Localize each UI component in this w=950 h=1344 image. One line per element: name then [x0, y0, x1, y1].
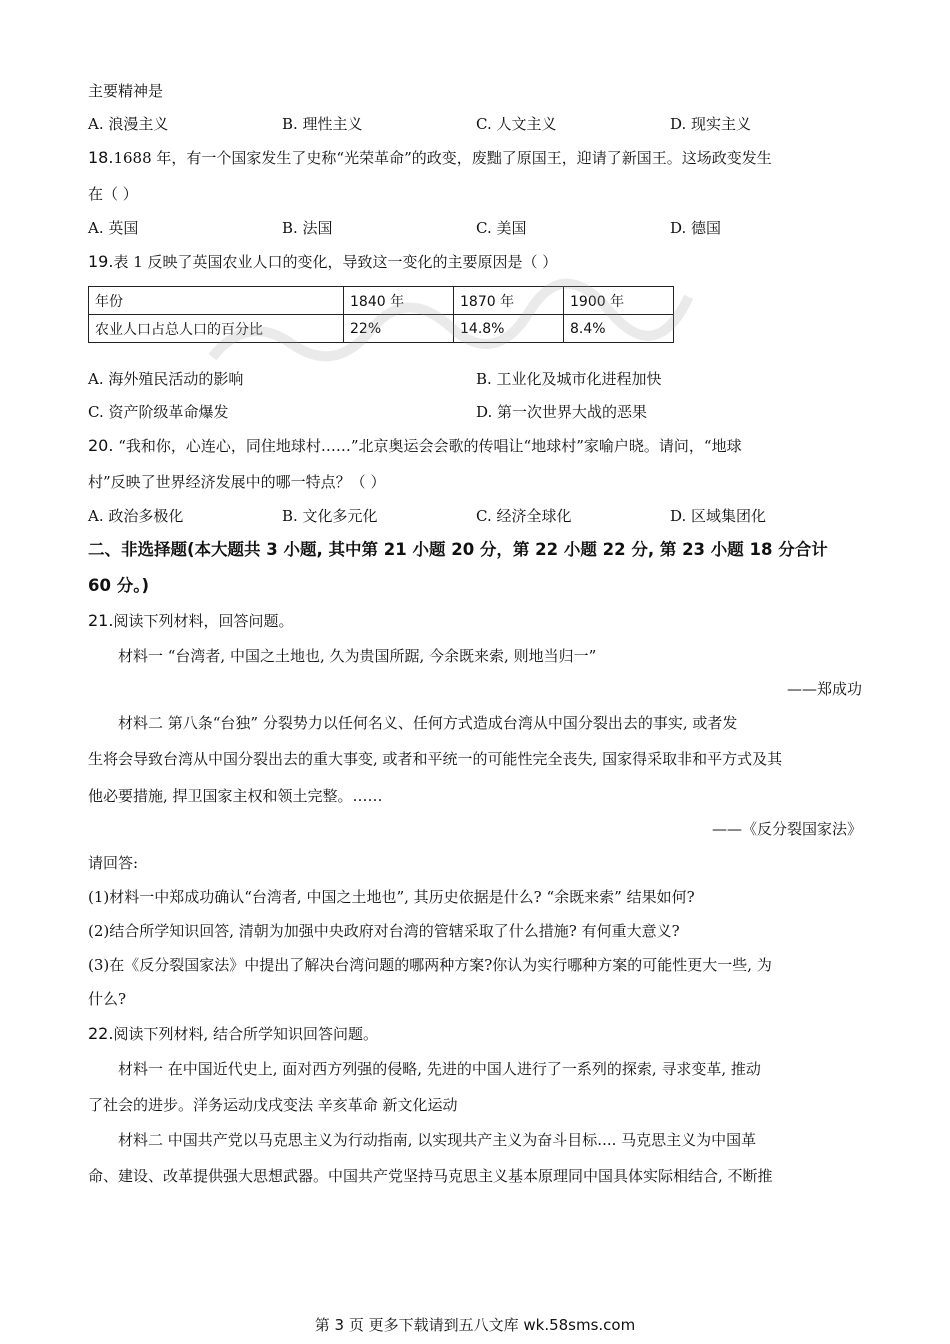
- q17-option-b: B. 理性主义: [282, 115, 363, 133]
- q19-option-a: A. 海外殖民活动的影响: [88, 370, 244, 388]
- q21-subquestion-3-line1: (3)在《反分裂国家法》中提出了解决台湾问题的哪两种方案?你认为实行哪种方案的可能性更大一些, 为: [88, 956, 772, 974]
- table-cell: 农业人口占总人口的百分比: [89, 315, 344, 343]
- section-heading-line1: 二、非选择题(本大题共 3 小题, 其中第 21 小题 20 分，第 22 小题 22 分, 第 23 小题 18 分合计: [88, 540, 828, 559]
- q20-stem: [88, 436, 742, 456]
- q17-option-d: D. 现实主义: [670, 115, 752, 133]
- q19-option-d: D. 第一次世界大战的恶果: [476, 403, 648, 421]
- q18-option-d: D. 德国: [670, 219, 722, 237]
- q21-number: 21.: [88, 611, 114, 630]
- q21-subquestion-1: (1)材料一中郑成功确认“台湾者, 中国之土地也”, 其历史依据是什么? “余既来索” 结果如何?: [88, 888, 695, 906]
- q19-option-c: C. 资产阶级革命爆发: [88, 403, 229, 421]
- page-footer: 第 3 页 更多下载请到五八文库 wk.58sms.com: [314, 1316, 636, 1334]
- q20-option-d: D. 区域集团化: [670, 507, 767, 525]
- q20-stem-line1: “我和你，心连心，同住地球村……”北京奥运会会歌的传唱让“地球村”家喻户晓。请问，“地球: [113, 437, 742, 455]
- q20-stem-line2: 村”反映了世界经济发展中的哪一特点？（ ）: [88, 473, 386, 491]
- q18-stem-line2: 在（ ）: [88, 185, 138, 203]
- q22-number: 22.: [88, 1024, 114, 1043]
- q21-stem-text: 阅读下列材料，回答问题。: [113, 612, 294, 630]
- q22-material1-line1: 材料一 在中国近代史上, 面对西方列强的侵略, 先进的中国人进行了一系列的探索, 寻求变革, 推动: [118, 1060, 761, 1078]
- table-row: [89, 315, 674, 343]
- q21-material2-line3: 他必要措施, 捍卫国家主权和领土完整。……: [88, 787, 383, 805]
- q19-option-b: B. 工业化及城市化进程加快: [476, 370, 662, 388]
- q22-material1-line2: 了社会的进步。洋务运动戊戌变法 辛亥革命 新文化运动: [88, 1096, 458, 1114]
- table-cell: 22%: [344, 315, 454, 343]
- q18-stem-line1: 1688 年，有一个国家发生了史称“光荣革命”的政变，废黜了原国王，迎请了新国王。这场政变发生: [113, 149, 772, 167]
- table-cell: 8.4%: [564, 315, 674, 343]
- q21-material1: 材料一 “台湾者, 中国之土地也, 久为贵国所踞, 今余既来索, 则地当归一”: [118, 647, 597, 665]
- q22-stem-text: 阅读下列材料, 结合所学知识回答问题。: [113, 1025, 378, 1043]
- table-cell: 14.8%: [454, 315, 564, 343]
- q18-stem: [88, 148, 772, 168]
- q19-stem-text: 表 1 反映了英国农业人口的变化，导致这一变化的主要原因是（ ）: [113, 253, 558, 271]
- q20-number: 20.: [88, 436, 114, 455]
- q17-option-c: C. 人文主义: [476, 115, 557, 133]
- q22-material2-line1: 材料二 中国共产党以马克思主义为行动指南, 以实现共产主义为奋斗目标.... 马克思主义为中国革: [118, 1131, 757, 1149]
- q19-stem: [88, 252, 557, 272]
- q20-option-a: A. 政治多极化: [88, 507, 184, 525]
- q21-subquestion-2: (2)结合所学知识回答, 清朝为加强中央政府对台湾的管辖采取了什么措施? 有何重大意义?: [88, 922, 680, 940]
- q18-option-a: A. 英国: [88, 219, 139, 237]
- q17-stem-tail: 主要精神是: [88, 82, 164, 100]
- q21-subquestion-3-line2: 什么?: [88, 990, 127, 1008]
- q19-table: [88, 286, 674, 343]
- table-row: [89, 287, 674, 315]
- q21-material1-source: ——郑成功: [786, 680, 862, 698]
- q21-ask: 请回答:: [88, 854, 139, 872]
- table-header-cell: 1870 年: [454, 287, 564, 315]
- q20-option-c: C. 经济全球化: [476, 507, 572, 525]
- table-header-cell: 年份: [89, 287, 344, 315]
- table-header-cell: 1840 年: [344, 287, 454, 315]
- q22-stem: [88, 1024, 378, 1044]
- q20-option-b: B. 文化多元化: [282, 507, 378, 525]
- q21-material2-line2: 生将会导致台湾从中国分裂出去的重大事变, 或者和平统一的可能性完全丧失, 国家得采取非和平方式及其: [88, 750, 783, 768]
- q19-number: 19.: [88, 252, 114, 271]
- q18-option-c: C. 美国: [476, 219, 527, 237]
- q22-material2-line2: 命、建设、改革提供强大思想武器。中国共产党坚持马克思主义基本原理同中国具体实际相结合, 不断推: [88, 1167, 773, 1185]
- q21-material2-line1: 材料二 第八条“台独” 分裂势力以任何名义、任何方式造成台湾从中国分裂出去的事实, 或者发: [118, 714, 738, 732]
- table-header-cell: 1900 年: [564, 287, 674, 315]
- q18-number: 18.: [88, 148, 114, 167]
- q18-option-b: B. 法国: [282, 219, 333, 237]
- section-heading-line2: 60 分。): [88, 576, 149, 595]
- q17-option-a: A. 浪漫主义: [88, 115, 169, 133]
- q21-material2-source: ——《反分裂国家法》: [711, 820, 862, 838]
- q21-stem: [88, 611, 293, 631]
